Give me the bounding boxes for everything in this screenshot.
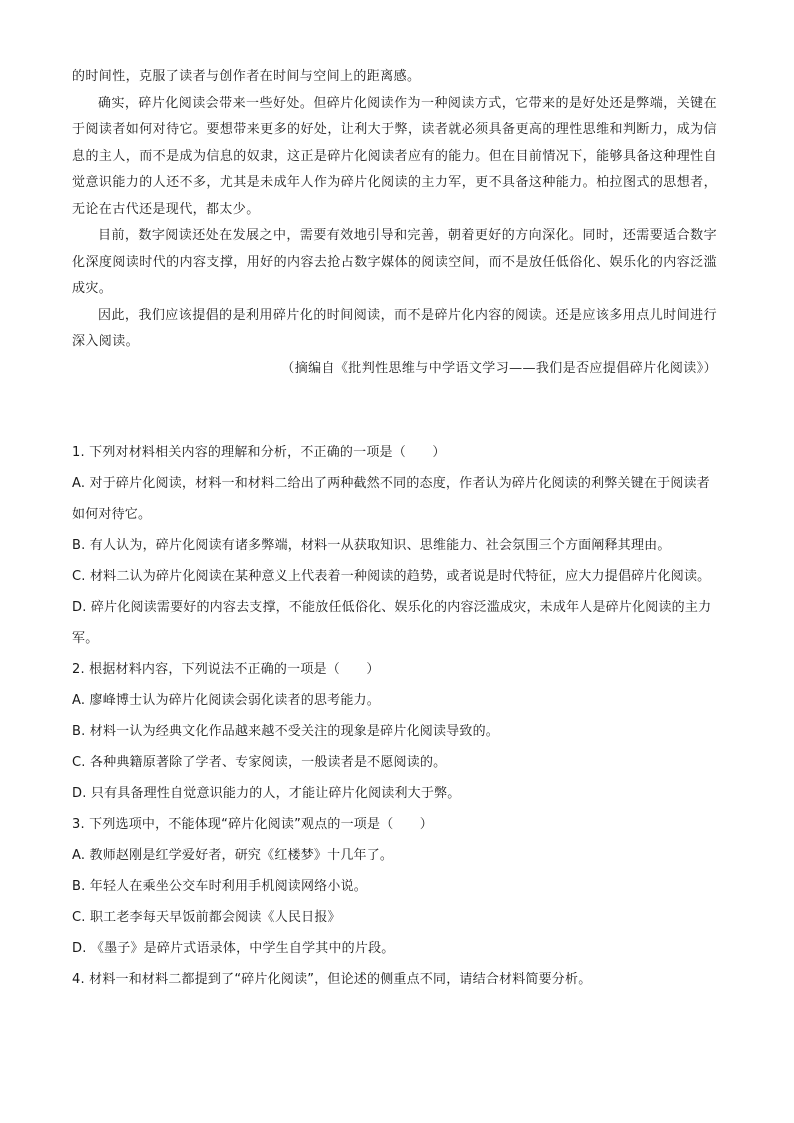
option-d: D. 碎片化阅读需要好的内容去支撑，不能放任低俗化、娱乐化的内容泛滥成灾，未成年人是碎片化阅读的主力军。 <box>72 600 712 646</box>
question-stem: 1. 下列对材料相关内容的理解和分析，不正确的一项是（ ） <box>72 445 446 460</box>
option-b: B. 有人认为，碎片化阅读有诸多弊端，材料一从获取知识、思维能力、社会氛围三个方面阐释其理由。 <box>72 538 671 553</box>
option-b: B. 材料一认为经典文化作品越来越不受关注的现象是碎片化阅读导致的。 <box>72 724 499 739</box>
option-c: C. 职工老李每天早饭前都会阅读《人民日报》 <box>72 910 341 925</box>
option-c: C. 各种典籍原著除了学者、专家阅读，一般读者是不愿阅读的。 <box>72 755 447 770</box>
option-d: D. 《墨子》是碎片式语录体，中学生自学其中的片段。 <box>72 941 395 956</box>
option-d: D. 只有具备理性自觉意识能力的人，才能让碎片化阅读利大于弊。 <box>72 786 461 801</box>
passage-paragraph: 确实，碎片化阅读会带来一些好处。但碎片化阅读作为一种阅读方式，它带来的是好处还是弊端，关键在于阅读者如何对待它。要想带来更多的好处，让利大于弊，读者就必须具备更高的理性思维和判断力，成为信息的主人，而不是成为信息的奴隶，这正是碎片化阅读者应有的能力。但在目前情况下，能够具备这种理性自觉意识能力的人还不多，尤其是未成年人作为碎片化阅读的主力军，更不具备这种能力。柏拉图式的思想者，无论在古代还是现代，都太少。 <box>72 95 717 217</box>
question-list <box>72 437 717 995</box>
question-stem: 3. 下列选项中，不能体现“碎片化阅读”观点的一项是（ ） <box>72 817 434 832</box>
question-3 <box>72 809 717 964</box>
passage-paragraph: 因此，我们应该提倡的是利用碎片化的时间阅读，而不是碎片化内容的阅读。还是应该多用点儿时间进行深入阅读。 <box>72 307 717 349</box>
option-a: A. 廖峰博士认为碎片化阅读会弱化读者的思考能力。 <box>72 693 380 708</box>
passage-paragraph: 的时间性，克服了读者与创作者在时间与空间上的距离感。 <box>72 69 421 84</box>
option-a: A. 对于碎片化阅读，材料一和材料二给出了两种截然不同的态度，作者认为碎片化阅读的利弊关键在于阅读者如何对待它。 <box>72 476 710 522</box>
question-1 <box>72 437 717 654</box>
question-stem: 4. 材料一和材料二都提到了“碎片化阅读”，但论述的侧重点不同，请结合材料简要分析。 <box>72 972 592 987</box>
question-4 <box>72 964 717 995</box>
passage-source: （摘编自《批判性思维与中学语文学习——我们是否应提倡碎片化阅读》） <box>281 360 717 376</box>
option-b: B. 年轻人在乘坐公交车时利用手机阅读网络小说。 <box>72 879 367 894</box>
passage-paragraph: 目前，数字阅读还处在发展之中，需要有效地引导和完善，朝着更好的方向深化。同时，还需要适合数字化深度阅读时代的内容支撑，用好的内容去抢占数字媒体的阅读空间，而不是放任低俗化、娱乐化的内容泛滥成灾。 <box>72 228 717 296</box>
question-stem: 2. 根据材料内容，下列说法不正确的一项是（ ） <box>72 662 380 677</box>
option-a: A. 教师赵刚是红学爱好者，研究《红楼梦》十几年了。 <box>72 848 394 863</box>
reading-passage <box>72 64 717 382</box>
question-2 <box>72 654 717 809</box>
option-c: C. 材料二认为碎片化阅读在某种意义上代表着一种阅读的趋势，或者说是时代特征，应大力提倡碎片化阅读。 <box>72 569 711 584</box>
